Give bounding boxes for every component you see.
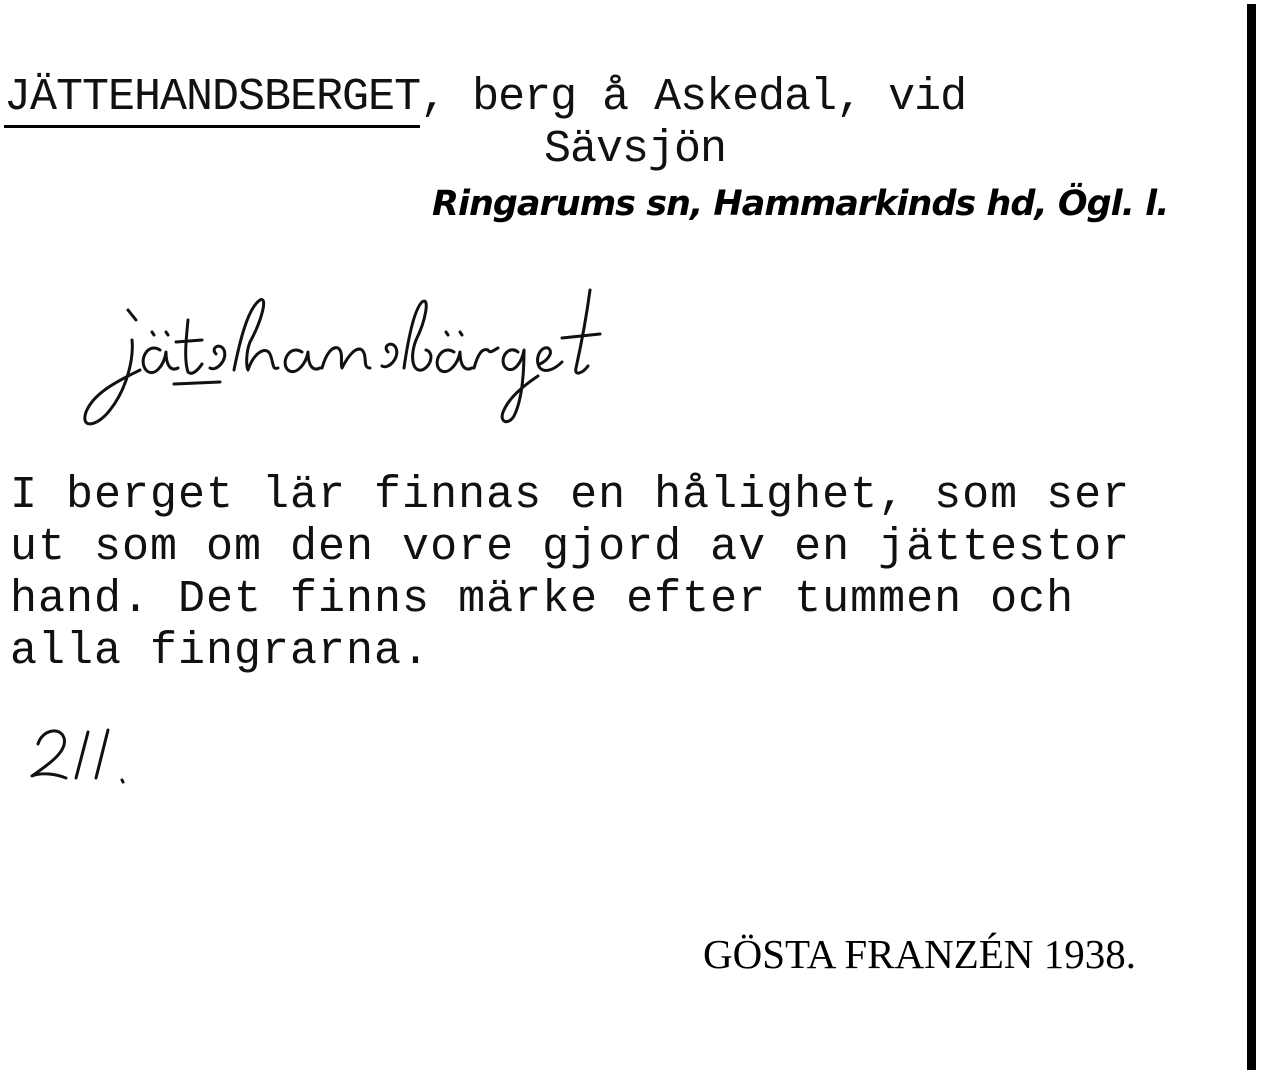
parish-location-stamp: Ringarums sn, Hammarkinds hd, Ögl. l. [432,184,1169,224]
handwritten-dialect-form [70,280,630,440]
legend-line-3: hand. Det finns märke efter tummen och [10,574,1075,625]
legend-line-1: I berget lär finnas en hålighet, som ser [10,470,1131,521]
headword-description: , berg å Askedal, vid [420,72,967,123]
handwritten-record-number [26,722,136,792]
card-edge-border [1247,4,1256,1070]
headword-description-continued: Sävsjön [544,124,727,175]
collector-signature-line: GÖSTA FRANZÉN 1938. [703,931,1136,977]
card-heading [4,72,966,124]
legend-line-4: alla fingrarna. [10,626,431,677]
headword: JÄTTEHANDSBERGET [4,72,420,128]
legend-text [10,470,1130,678]
record-number-graphic [26,722,136,792]
handwriting-signature-graphic [70,280,630,440]
legend-line-2: ut som om den vore gjord av en jättestor [10,522,1131,573]
